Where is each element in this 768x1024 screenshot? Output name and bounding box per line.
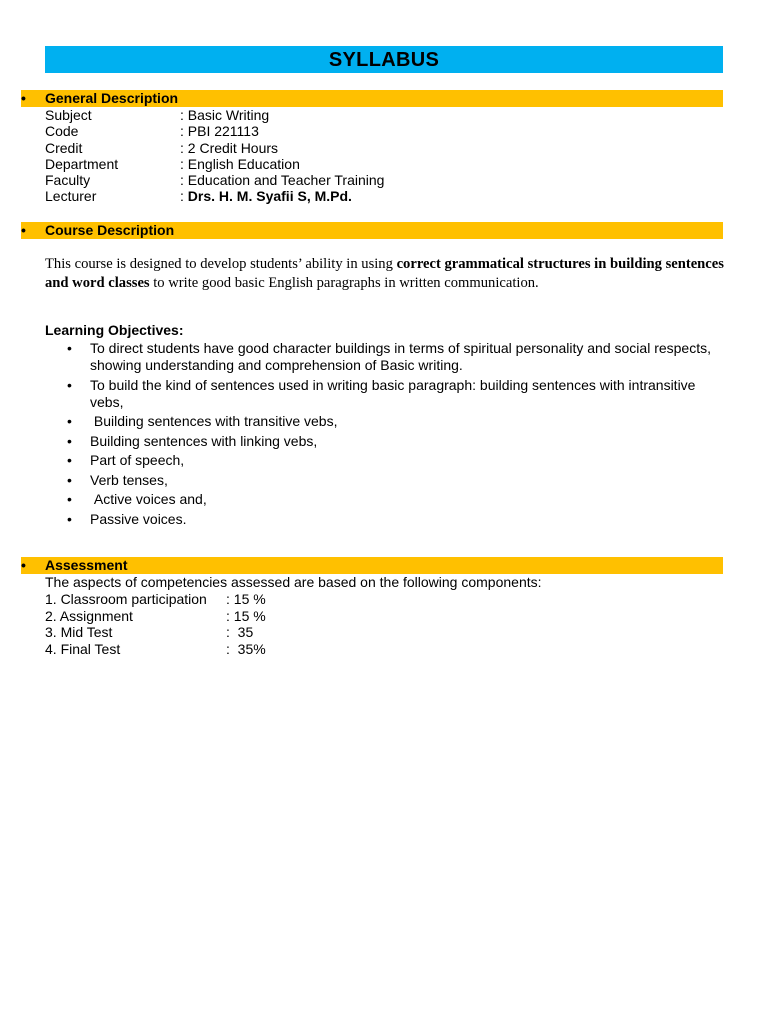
assessment-intro: The aspects of competencies assessed are based on the following components:: [45, 574, 542, 590]
list-item: • Building sentences with transitive vebs,: [67, 413, 338, 429]
assessment-table: [45, 591, 445, 657]
assessment-row: [45, 608, 445, 625]
info-key: Lecturer: [45, 188, 97, 205]
info-row-faculty: [45, 172, 545, 188]
info-key: Faculty: [45, 172, 91, 189]
info-row-code: [45, 123, 545, 139]
general-info-table: [45, 107, 545, 205]
list-item: • Active voices and,: [67, 491, 207, 507]
section-title-course: Course Description: [45, 222, 175, 238]
bullet-icon: •: [67, 452, 72, 468]
info-key: Code: [45, 123, 79, 140]
info-key: Department: [45, 155, 119, 172]
bullet-icon: •: [67, 340, 72, 356]
bullet-icon: •: [21, 557, 26, 573]
info-row-subject: [45, 107, 545, 123]
bullet-icon: •: [67, 376, 72, 393]
lecturer-name: Drs. H. M. Syafii S, M.Pd.: [187, 188, 352, 205]
assessment-component: 4. Final Test: [45, 640, 121, 657]
info-row-lecturer: [45, 188, 545, 204]
bullet-icon: •: [67, 510, 72, 527]
info-value: : English Education: [180, 155, 300, 172]
course-desc-part1: This course is designed to develop students’ ability in using: [45, 256, 397, 272]
bullet-icon: •: [67, 491, 72, 507]
assessment-row: [45, 624, 445, 641]
section-title-assessment: Assessment: [45, 557, 128, 573]
info-value: [180, 188, 352, 204]
list-item: • To direct students have good character buildings in terms of spiritual personality and social respects, showing understanding and comprehension of Basic writing.: [67, 340, 711, 373]
course-desc-part2: to write good basic English paragraphs in written communication.: [149, 274, 539, 291]
info-value: : PBI 221113: [180, 123, 259, 140]
assessment-row: [45, 641, 445, 658]
info-key: Subject: [45, 107, 92, 123]
assessment-weight: : 35%: [226, 640, 266, 657]
assessment-row: [45, 591, 445, 608]
learning-objectives-title: Learning Objectives:: [45, 322, 184, 338]
section-header-general: [21, 90, 723, 107]
info-row-department: [45, 156, 545, 172]
list-item: • Passive voices.: [67, 510, 187, 527]
bullet-icon: •: [67, 432, 72, 449]
info-value: : Basic Writing: [180, 107, 270, 123]
bullet-icon: •: [67, 471, 72, 488]
list-item: • To build the kind of sentences used in writing basic paragraph: building sentences with intransitive vebs,: [67, 376, 696, 410]
info-key: Credit: [45, 139, 83, 156]
info-value: : Education and Teacher Training: [180, 172, 385, 189]
assessment-weight: : 15 %: [226, 607, 266, 624]
section-header-course: [21, 222, 723, 239]
assessment-weight: : 35: [226, 624, 254, 640]
course-desc-bold: correct grammatical structures in building sentences and word classes: [45, 256, 724, 291]
assessment-weight: : 15 %: [226, 591, 266, 607]
document-title: SYLLABUS: [328, 49, 440, 71]
bullet-icon: •: [21, 222, 26, 238]
list-item: • Building sentences with linking vebs,: [67, 432, 318, 449]
info-row-credit: [45, 140, 545, 156]
assessment-component: 2. Assignment: [45, 607, 133, 624]
title-banner: [45, 46, 723, 73]
learning-objectives-list: [45, 340, 725, 530]
assessment-component: 1. Classroom participation: [45, 591, 207, 607]
assessment-component: 3. Mid Test: [45, 624, 113, 640]
info-value: : 2 Credit Hours: [180, 139, 279, 156]
course-description-text: [45, 255, 725, 292]
list-item: • Verb tenses,: [67, 471, 168, 488]
section-title-general: General Description: [45, 90, 179, 106]
list-item: • Part of speech,: [67, 452, 185, 468]
bullet-icon: •: [67, 413, 72, 429]
bullet-icon: •: [21, 90, 26, 106]
info-value-prefix: :: [180, 188, 188, 205]
section-header-assessment: [21, 557, 723, 574]
